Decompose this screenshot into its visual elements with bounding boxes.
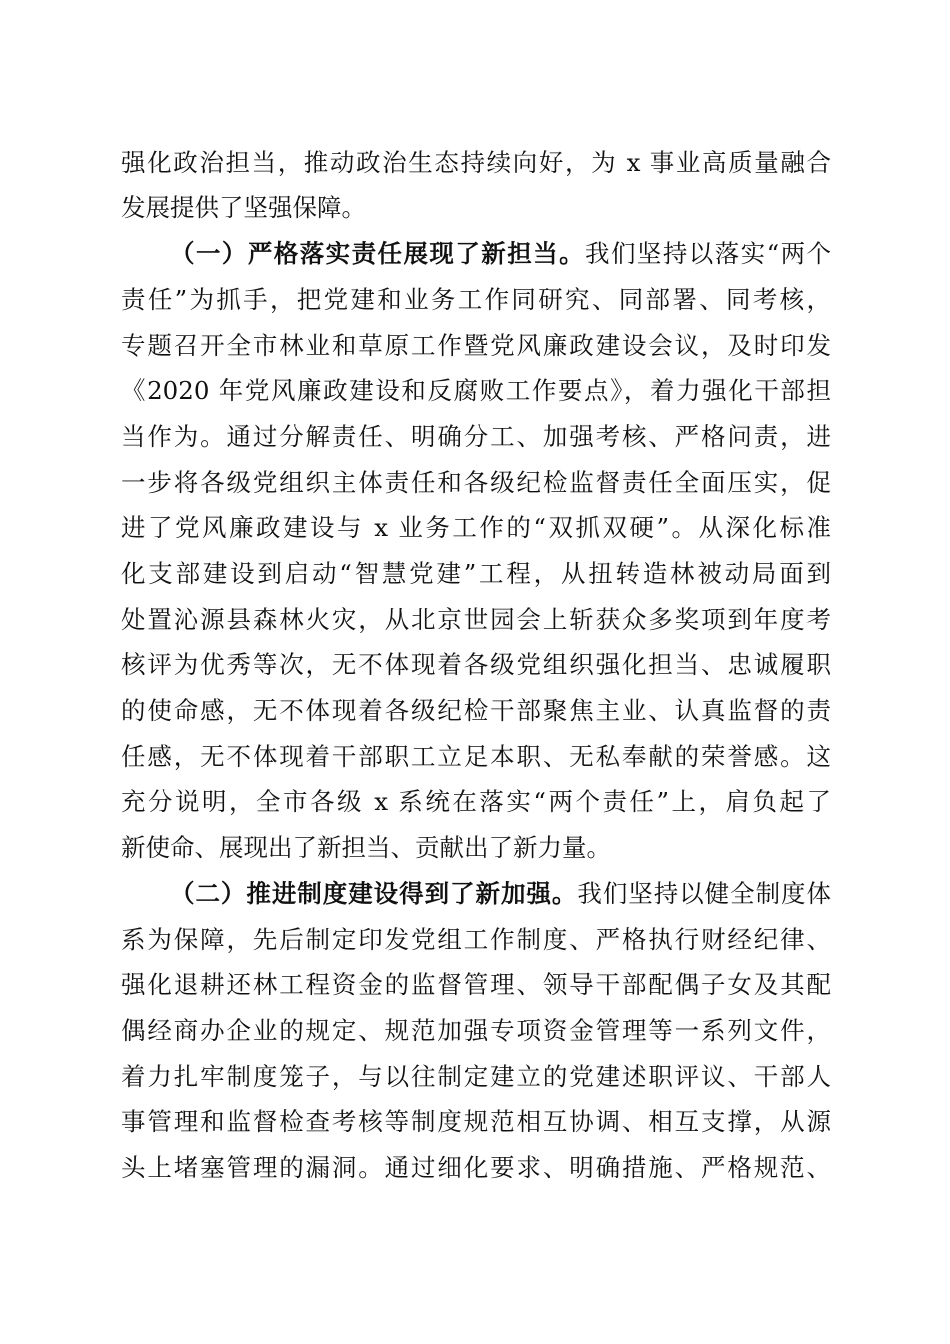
paragraph-line: 头上堵塞管理的漏洞。通过细化要求、明确措施、严格规范、 [121,1153,831,1182]
paragraph-line: 核评为优秀等次，无不体现着各级党组织强化担当、忠诚履职 [121,650,831,679]
section-heading-line [170,239,831,269]
paragraph-line: 处置沁源县森林火灾，从北京世园会上斩获众多奖项到年度考 [121,605,831,634]
paragraph-line: 新使命、展现出了新担当、贡献出了新力量。 [121,833,611,862]
paragraph-line: 强化政治担当，推动政治生态持续向好，为 x 事业高质量融合 [121,148,831,177]
paragraph-line: 专题召开全市林业和草原工作暨党风廉政建设会议，及时印发 [121,331,831,360]
paragraph-line: 《2020 年党风廉政建设和反腐败工作要点》，着力强化干部担 [121,376,831,405]
paragraph-line: 充分说明，全市各级 x 系统在落实“两个责任”上，肩负起了 [121,787,831,816]
paragraph-text: 我们坚持以落实“两个 [585,239,832,268]
paragraph-line: 责任”为抓手，把党建和业务工作同研究、同部署、同考核， [121,285,831,314]
paragraph-line: 强化退耕还林工程资金的监督管理、领导干部配偶子女及其配 [121,970,831,999]
section-heading-one: （一）严格落实责任展现了新担当。 [170,239,586,268]
paragraph-line: 系为保障，先后制定印发党组工作制度、严格执行财经纪律、 [121,925,831,954]
paragraph-line: 当作为。通过分解责任、明确分工、加强考核、严格问责，进 [121,422,831,451]
paragraph-line: 偶经商办企业的规定、规范加强专项资金管理等一系列文件， [121,1016,831,1045]
paragraph-line: 一步将各级党组织主体责任和各级纪检监督责任全面压实，促 [121,468,831,497]
paragraph-line: 事管理和监督检查考核等制度规范相互协调、相互支撑，从源 [121,1107,831,1136]
paragraph-text: 我们坚持以健全制度体 [577,879,831,908]
paragraph-line: 着力扎牢制度笼子，与以往制定建立的党建述职评议、干部人 [121,1062,831,1091]
paragraph-line: 任感，无不体现着干部职工立足本职、无私奉献的荣誉感。这 [121,742,831,771]
paragraph-line: 发展提供了坚强保障。 [121,193,366,222]
section-heading-two: （二）推进制度建设得到了新加强。 [170,879,578,908]
paragraph-line: 进了党风廉政建设与 x 业务工作的“双抓双硬”。从深化标准 [121,513,831,542]
section-heading-line [170,879,831,909]
paragraph-line: 化支部建设到启动“智慧党建”工程，从扭转造林被动局面到 [121,559,831,588]
paragraph-line: 的使命感，无不体现着各级纪检干部聚焦主业、认真监督的责 [121,696,831,725]
